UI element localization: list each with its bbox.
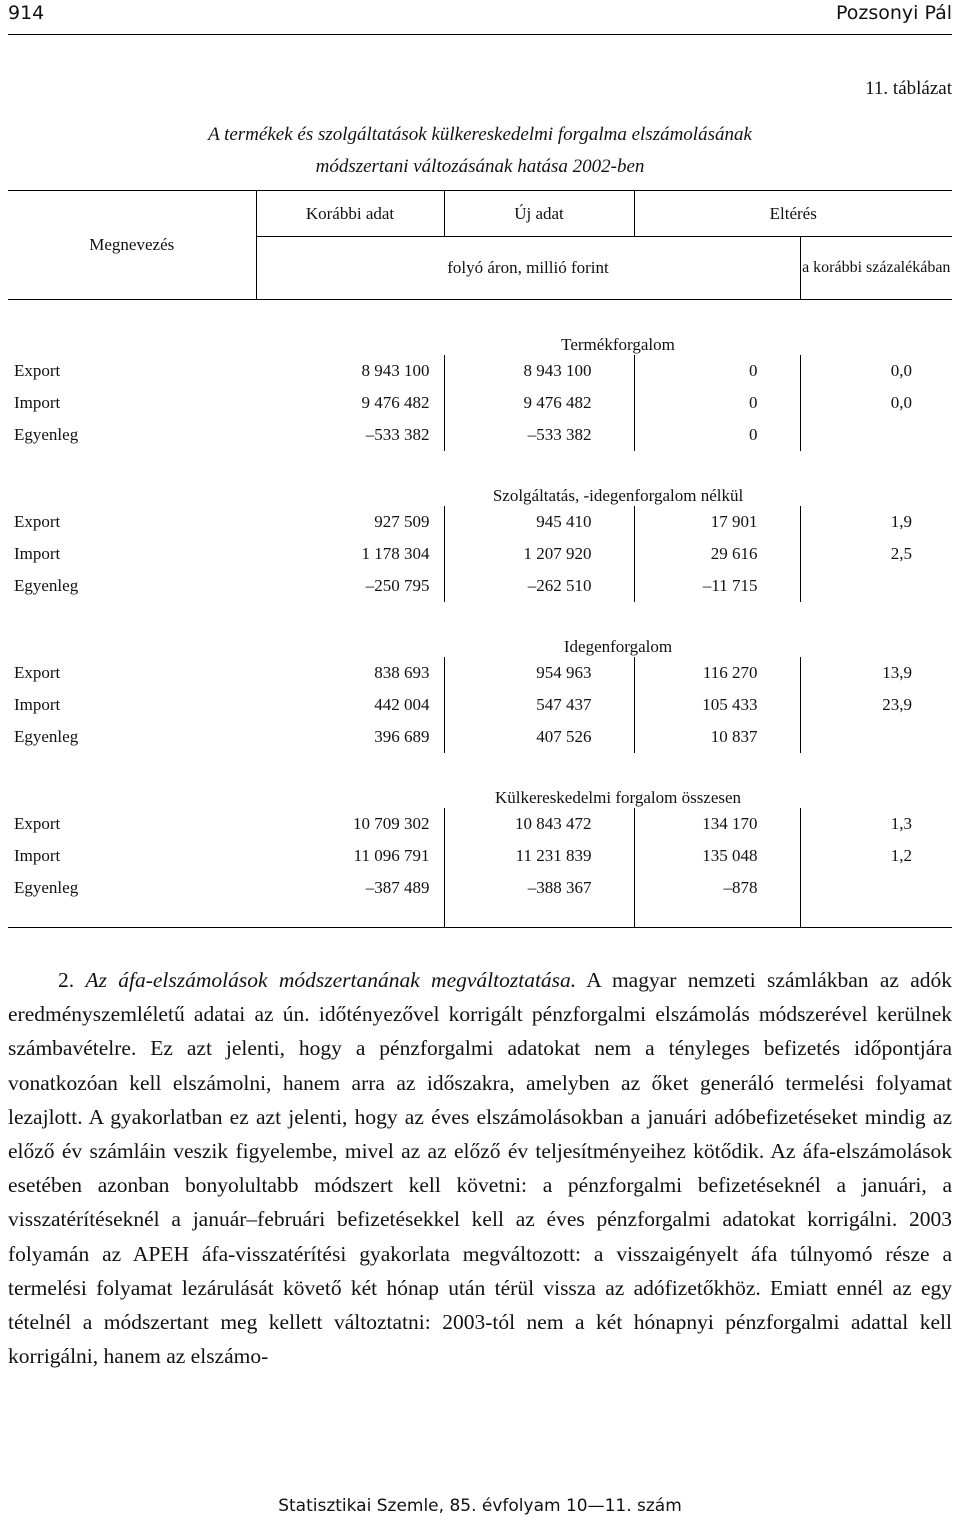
row-label: Import [14, 393, 61, 412]
cell-percent: 1,9 [890, 512, 912, 531]
body-paragraph [8, 963, 952, 1373]
col-header-percent: a korábbi százalékában [800, 237, 952, 300]
cell-difference: 0 [634, 355, 800, 387]
row-label: Export [14, 512, 61, 531]
cell-difference: 105 433 [634, 689, 800, 721]
section-title: Termékforgalom [561, 335, 675, 354]
cell-new: 1 207 920 [444, 538, 634, 570]
row-label: Export [14, 663, 61, 682]
cell-percent: 0,0 [890, 393, 912, 412]
row-label: Import [14, 695, 61, 714]
section-heading: Az áfa-elszámolások módszertanának megváltoztatása. [85, 968, 577, 992]
cell-percent [800, 721, 952, 753]
page-header [8, 0, 952, 35]
cell-percent: 23,9 [882, 695, 912, 714]
table-row [8, 840, 952, 872]
cell-percent [800, 570, 952, 602]
cell-new: –262 510 [444, 570, 634, 602]
cell-percent: 0,0 [890, 361, 912, 380]
table-row [8, 570, 952, 602]
paragraph-text: A magyar nemzeti számlákban az adók eredményszemléletű adatai az ún. időtényezővel korrigált pénzforgalmi elszámolás módszerével kerülnek számbavételre. Ez azt jelenti, hogy a pénzforgalmi adatokat nem a tényleges befizetés időpontjára vonatkozóan kell elszámolni, hanem arra az időszakra, amelyben az őket generáló termelési folyamat lezajlott. A gyakorlatban ez azt jelenti, hogy az éves elszámolásokban a januári adóbefizetéseket mindig az előző év számláin veszik figyelembe, mivel az az előző év teljesítményeihez kötődik. Az áfa-elszámolások esetében azonban bonyolultabb módszert kell követni: a pénzforgalmi befizetéseknél a januári, a visszatérítéseknél a január–februári befizetésekkel kell az éves pénzforgalmi adatokat korrigálni. 2003 folyamán az APEH áfa-visszatérítési gyakorlata megváltozott: a visszaigényelt áfa túlnyomó része a termelési folyamat lezárulását követő két hónap után térül vissza az adófizetőkhöz. Emiatt ennél az egy tételnél a módszertant meg kellett változtatni: 2003-tól nem a két hónapnyi pénzforgalmi adattal kell korrigálni, hanem az elszámo- [8, 968, 953, 1369]
table-row [8, 689, 952, 721]
section-title: Szolgáltatás, -idegenforgalom nélkül [492, 486, 744, 505]
cell-percent: 1,3 [890, 814, 912, 833]
cell-difference: 116 270 [634, 657, 800, 689]
cell-percent: 2,5 [890, 544, 912, 563]
cell-new: –533 382 [444, 419, 634, 451]
cell-previous: 10 709 302 [256, 808, 444, 840]
cell-difference: 0 [634, 387, 800, 419]
table-row [8, 387, 952, 419]
row-label: Export [14, 361, 61, 380]
cell-previous: –250 795 [256, 570, 444, 602]
cell-difference: 17 901 [634, 506, 800, 538]
table-number: 11. táblázat [865, 78, 952, 99]
table-row [8, 538, 952, 570]
table-row [8, 808, 952, 840]
cell-new: 10 843 472 [444, 808, 634, 840]
cell-previous: –387 489 [256, 872, 444, 904]
cell-new: 407 526 [444, 721, 634, 753]
cell-percent [800, 872, 952, 904]
page-footer: Statisztikai Szemle, 85. évfolyam 10—11. szám [278, 1496, 682, 1516]
row-label: Egyenleg [14, 878, 79, 897]
col-header-name: Megnevezés [8, 191, 256, 300]
cell-new: 11 231 839 [444, 840, 634, 872]
cell-previous: 442 004 [256, 689, 444, 721]
cell-previous: 9 476 482 [256, 387, 444, 419]
cell-percent [800, 419, 952, 451]
table-row [8, 721, 952, 753]
table-row [8, 355, 952, 387]
col-header-previous: Korábbi adat [256, 191, 444, 237]
row-label: Import [14, 846, 61, 865]
section-title: Idegenforgalom [563, 637, 673, 656]
row-label: Egyenleg [14, 425, 79, 444]
cell-difference: 0 [634, 419, 800, 451]
cell-previous: 838 693 [256, 657, 444, 689]
row-label: Egyenleg [14, 576, 79, 595]
body-text [8, 963, 952, 1373]
cell-new: 9 476 482 [444, 387, 634, 419]
data-table [8, 190, 952, 928]
cell-previous: 1 178 304 [256, 538, 444, 570]
table-row [8, 872, 952, 904]
cell-new: –388 367 [444, 872, 634, 904]
cell-previous: 927 509 [256, 506, 444, 538]
table-row [8, 657, 952, 689]
cell-percent: 13,9 [882, 663, 912, 682]
cell-percent: 1,2 [890, 846, 912, 865]
col-header-difference: Eltérés [634, 191, 952, 237]
cell-difference: –878 [634, 872, 800, 904]
section-title: Külkereskedelmi forgalom összesen [494, 788, 742, 807]
cell-new: 954 963 [444, 657, 634, 689]
running-author: Pozsonyi Pál [835, 2, 952, 24]
cell-previous: 396 689 [256, 721, 444, 753]
section-number: 2. [58, 968, 75, 992]
cell-difference: 29 616 [634, 538, 800, 570]
cell-new: 547 437 [444, 689, 634, 721]
cell-difference: –11 715 [634, 570, 800, 602]
page-number: 914 [8, 2, 45, 24]
col-header-unit: folyó áron, millió forint [256, 237, 800, 300]
cell-previous: –533 382 [256, 419, 444, 451]
cell-previous: 8 943 100 [256, 355, 444, 387]
cell-previous: 11 096 791 [256, 840, 444, 872]
cell-new: 945 410 [444, 506, 634, 538]
row-label: Import [14, 544, 61, 563]
row-label: Egyenleg [14, 727, 79, 746]
table-title-line1: A termékek és szolgáltatások külkereskedelmi forgalma elszámolásának [208, 124, 752, 145]
table-title-line2: módszertani változásának hatása 2002-ben [315, 156, 645, 177]
cell-difference: 10 837 [634, 721, 800, 753]
cell-new: 8 943 100 [444, 355, 634, 387]
table-row [8, 506, 952, 538]
table-row [8, 419, 952, 451]
cell-difference: 134 170 [634, 808, 800, 840]
col-header-new: Új adat [444, 191, 634, 237]
cell-difference: 135 048 [634, 840, 800, 872]
row-label: Export [14, 814, 61, 833]
